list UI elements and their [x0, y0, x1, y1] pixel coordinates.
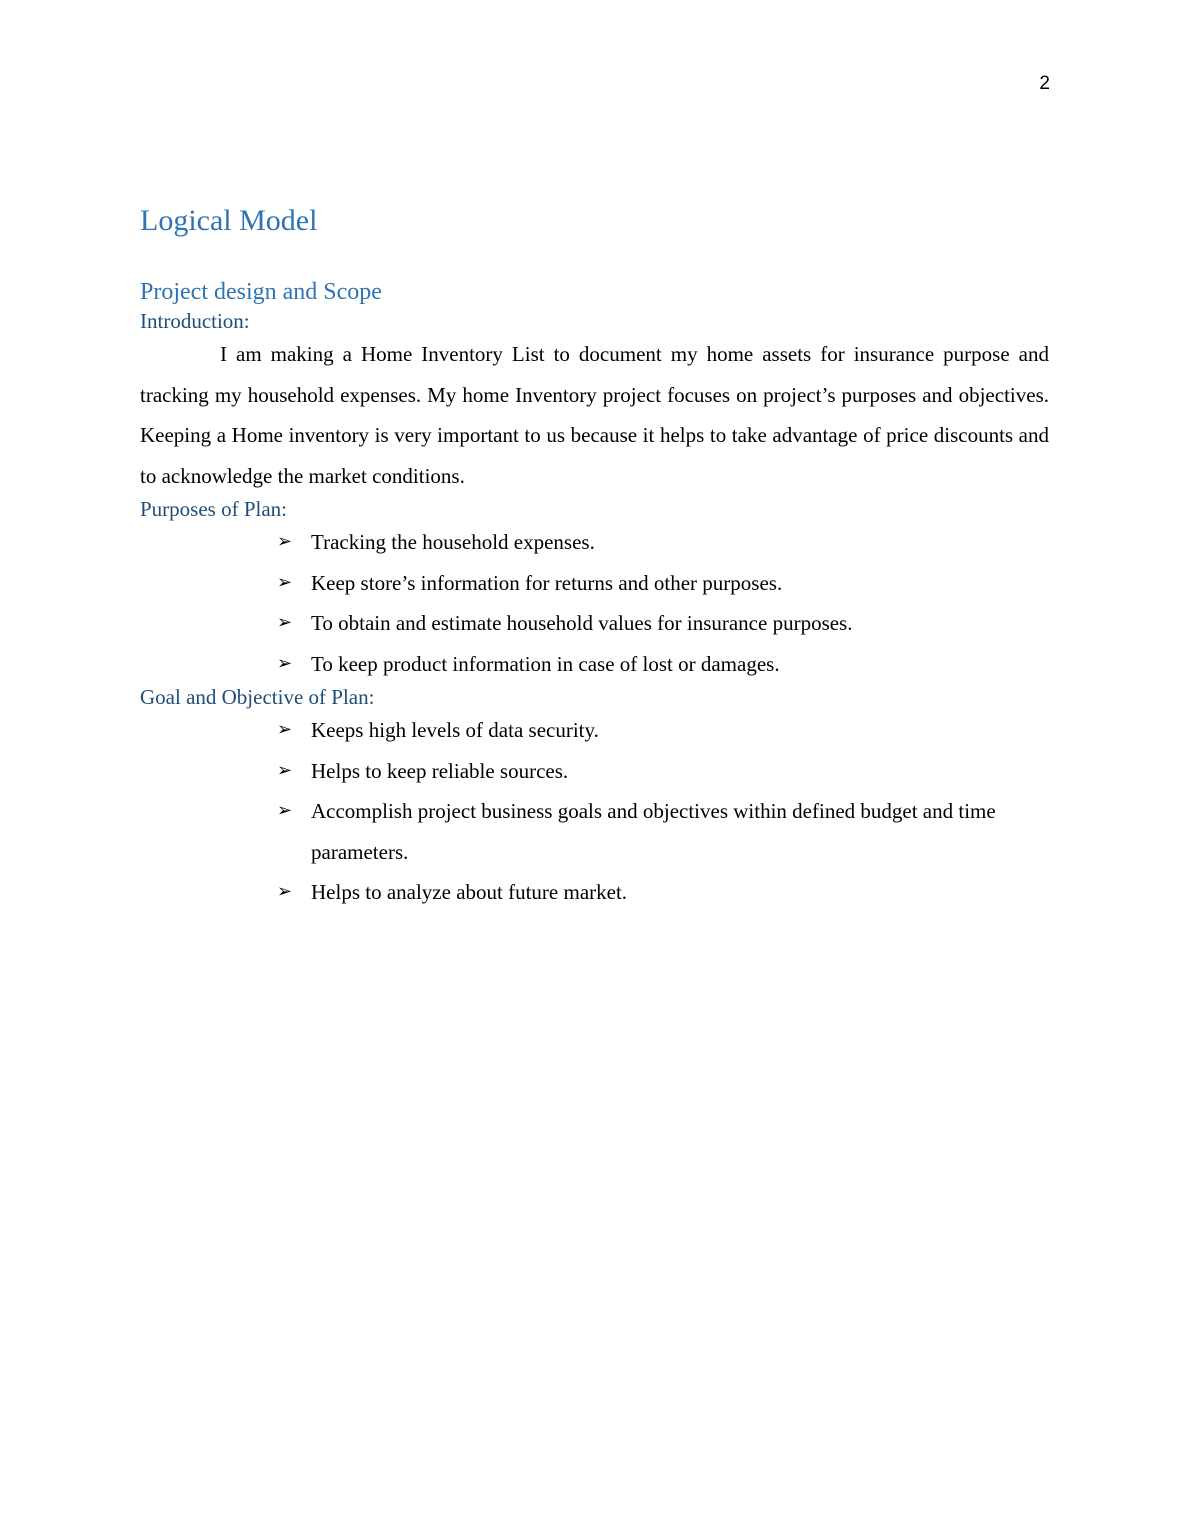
- arrowhead-bullet-icon: ➢: [277, 571, 293, 593]
- list-item-text: Accomplish project business goals and objectives within defined budget and time parameters.: [311, 799, 996, 864]
- arrowhead-bullet-icon: ➢: [277, 652, 293, 674]
- list-item-text: To obtain and estimate household values for insurance purposes.: [311, 611, 853, 635]
- document-body: [140, 200, 1049, 913]
- list-item-text: To keep product information in case of lost or damages.: [311, 651, 780, 676]
- introduction-paragraph: I am making a Home Inventory List to document my home assets for insurance purpose and tracking my household expenses. My home Inventory project focuses on project’s purposes and objectives. Keeping a Home inventory is very important to us because it helps to take advantage of price discounts and to acknowledge the market conditions.: [140, 342, 1049, 488]
- list-item: [277, 563, 1049, 604]
- document-subtitle: Project design and Scope: [140, 279, 382, 305]
- list-item-text: Keeps high levels of data security.: [311, 718, 599, 742]
- goals-list: [140, 710, 1049, 913]
- list-item: [277, 751, 1049, 792]
- list-item: [277, 603, 1049, 644]
- list-item-text: Helps to keep reliable sources.: [311, 758, 569, 783]
- arrowhead-bullet-icon: ➢: [277, 531, 293, 552]
- list-item: [277, 710, 1049, 751]
- purposes-heading: Purposes of Plan:: [140, 497, 287, 521]
- purposes-list: [140, 522, 1049, 684]
- list-item-text: Helps to analyze about future market.: [311, 880, 628, 904]
- arrowhead-bullet-icon: ➢: [277, 800, 293, 821]
- list-item: [277, 791, 1049, 872]
- introduction-heading: Introduction:: [140, 309, 250, 333]
- goals-heading: Goal and Objective of Plan:: [140, 685, 375, 709]
- arrowhead-bullet-icon: ➢: [277, 881, 293, 902]
- list-item-text: Tracking the household expenses.: [311, 530, 595, 554]
- arrowhead-bullet-icon: ➢: [277, 612, 293, 633]
- list-item: [277, 644, 1049, 685]
- list-item-text: Keep store’s information for returns and other purposes.: [311, 570, 783, 595]
- document-title: Logical Model: [140, 204, 318, 237]
- page-number: 2: [1039, 73, 1050, 94]
- list-item: [277, 872, 1049, 913]
- list-item: [277, 522, 1049, 563]
- arrowhead-bullet-icon: ➢: [277, 719, 293, 740]
- arrowhead-bullet-icon: ➢: [277, 759, 293, 781]
